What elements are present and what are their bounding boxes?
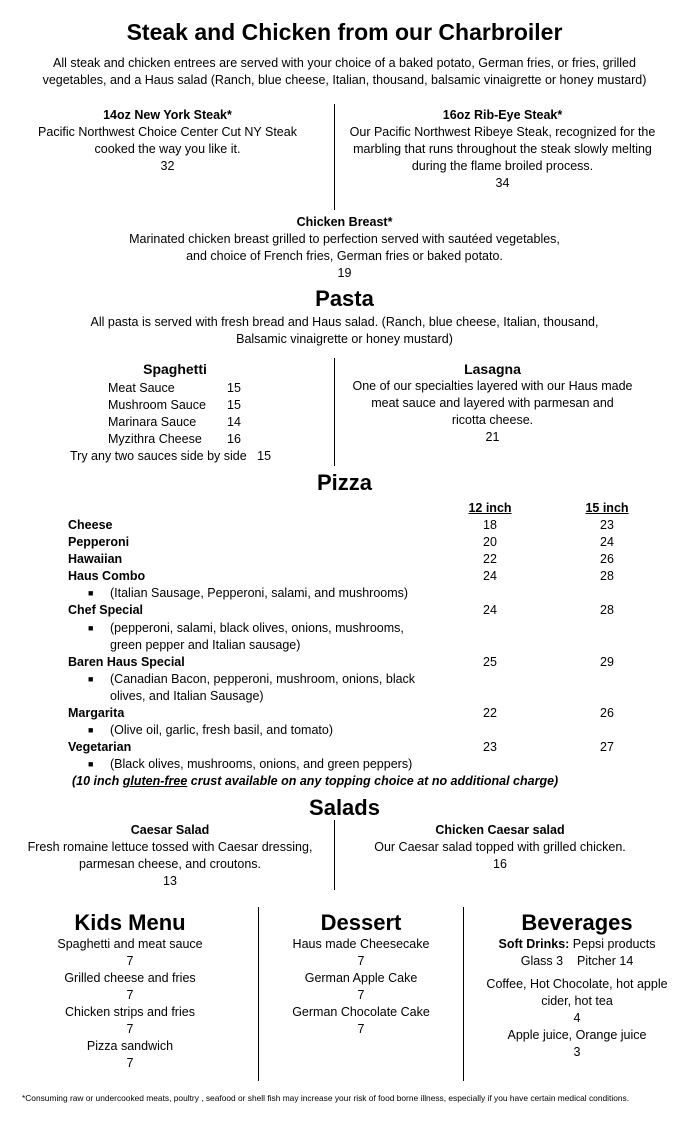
dessert-menu: Dessert Haus made Cheesecake 7 German Apple Cake 7 German Chocolate Cake 7 bbox=[262, 910, 460, 1038]
pasta-divider bbox=[334, 358, 335, 466]
chicken-caesar-item: Chicken Caesar salad Our Caesar salad topped with grilled chicken. 16 bbox=[345, 822, 655, 873]
pizza-row: Cheese 18 23 bbox=[68, 518, 614, 532]
lasagna-item: Lasagna One of our specialties layered with our Haus made meat sauce and layered with parmesan and ricotta cheese. 21 bbox=[345, 361, 640, 446]
pizza-row: Hawaiian 22 26 bbox=[68, 552, 614, 566]
spaghetti-sauce-row: Mushroom Sauce 15 bbox=[108, 398, 241, 412]
chicken-caesar-price: 16 bbox=[493, 857, 507, 871]
gluten-free-text: gluten-free bbox=[122, 774, 188, 788]
pizza-row: Vegetarian 23 27 bbox=[68, 740, 614, 754]
spaghetti-sauce-row: Myzithra Cheese 16 bbox=[108, 432, 241, 446]
bullet-icon: ■ bbox=[88, 674, 94, 684]
ny-steak-item: 14oz New York Steak* Pacific Northwest Choice Center Cut NY Steak cooked the way you like it. 32 bbox=[30, 107, 305, 175]
caesar-salad-name: Caesar Salad bbox=[130, 823, 210, 837]
chicken-breast-price: 19 bbox=[337, 266, 352, 280]
chicken-breast-item: Chicken Breast* Marinated chicken breast grilled to perfection served with sautéed vegetables, and choice of French fries, German fries or baked potato. 19 bbox=[0, 214, 689, 282]
dessert-title: Dessert bbox=[320, 910, 402, 935]
steak-divider bbox=[334, 104, 335, 210]
lasagna-price: 21 bbox=[485, 430, 500, 444]
steak-section-title: Steak and Chicken from our Charbroiler bbox=[126, 19, 563, 45]
ribeye-item: 16oz Rib-Eye Steak* Our Pacific Northwest Ribeye Steak, recognized for the marbling that runs throughout the steak slowly melting during the flame broiled process. 34 bbox=[345, 107, 660, 192]
chicken-breast-name: Chicken Breast* bbox=[296, 215, 393, 229]
spaghetti-sauce-row: Marinara Sauce 14 bbox=[108, 415, 241, 429]
salads-section-title: Salads bbox=[309, 795, 380, 820]
ribeye-price: 34 bbox=[495, 176, 510, 190]
beverages-menu: Beverages Soft Drinks: Pepsi products Glass 3 Pitcher 14 Coffee, Hot Chocolate, hot apple cider, hot tea 4 Apple juice, Orange juice 3 bbox=[468, 910, 686, 1061]
bullet-icon: ■ bbox=[88, 725, 94, 735]
kids-menu-title: Kids Menu bbox=[74, 910, 186, 935]
pizza-row: Chef Special 24 28 bbox=[68, 603, 614, 617]
bullet-icon: ■ bbox=[88, 588, 94, 598]
bullet-icon: ■ bbox=[88, 759, 94, 769]
pizza-section-title: Pizza bbox=[316, 470, 373, 495]
spaghetti-name: Spaghetti bbox=[143, 361, 207, 377]
pizza-col-12: 12 inch bbox=[468, 501, 512, 515]
beverages-title: Beverages bbox=[521, 910, 633, 935]
footnote: *Consuming raw or undercooked meats, poultry , seafood or shell fish may increase your risk of food borne illness, especially if you have certain medical conditions. bbox=[22, 1093, 630, 1103]
lasagna-name: Lasagna bbox=[464, 361, 521, 377]
pizza-col-15: 15 inch bbox=[585, 501, 629, 515]
pizza-row: Haus Combo 24 28 bbox=[68, 569, 614, 583]
caesar-salad-price: 13 bbox=[163, 874, 177, 888]
spaghetti-sauce-row: Meat Sauce 15 bbox=[108, 381, 241, 395]
salads-divider bbox=[334, 820, 335, 890]
steak-intro: All steak and chicken entrees are served with your choice of a baked potato, German fries, or fries, grilled vegetables, and a Haus salad (Ranch, blue cheese, Italian, thousand, balsamic vinaigrette or honey mustard) bbox=[42, 56, 647, 87]
chicken-caesar-name: Chicken Caesar salad bbox=[435, 823, 565, 837]
pizza-row: Margarita 22 26 bbox=[68, 706, 614, 720]
pizza-row: Baren Haus Special 25 29 bbox=[68, 655, 614, 669]
kids-menu: Kids Menu Spaghetti and meat sauce 7 Grilled cheese and fries 7 Chicken strips and fries 7 Pizza sandwich 7 bbox=[15, 910, 245, 1072]
ribeye-name: 16oz Rib-Eye Steak* bbox=[442, 108, 563, 122]
gluten-free-note: (10 inch gluten-free crust available on any topping choice at no additional charge) bbox=[72, 774, 559, 788]
pasta-section-title: Pasta bbox=[315, 286, 374, 311]
ny-steak-price: 32 bbox=[160, 159, 175, 173]
pasta-intro: All pasta is served with fresh bread and Haus salad. (Ranch, blue cheese, Italian, thousand, Balsamic vinaigrette or honey mustard) bbox=[90, 315, 599, 346]
bullet-icon: ■ bbox=[88, 623, 94, 633]
dessert-beverage-divider bbox=[463, 907, 464, 1081]
ny-steak-name: 14oz New York Steak* bbox=[103, 108, 232, 122]
spaghetti-two-sauces: Try any two sauces side by side 15 bbox=[70, 449, 272, 463]
pizza-row: Pepperoni 20 24 bbox=[68, 535, 614, 549]
kids-dessert-divider bbox=[258, 907, 259, 1081]
caesar-salad-item: Caesar Salad Fresh romaine lettuce tossed with Caesar dressing, parmesan cheese, and croutons. 13 bbox=[15, 822, 325, 890]
pizza-size-header bbox=[68, 500, 648, 517]
